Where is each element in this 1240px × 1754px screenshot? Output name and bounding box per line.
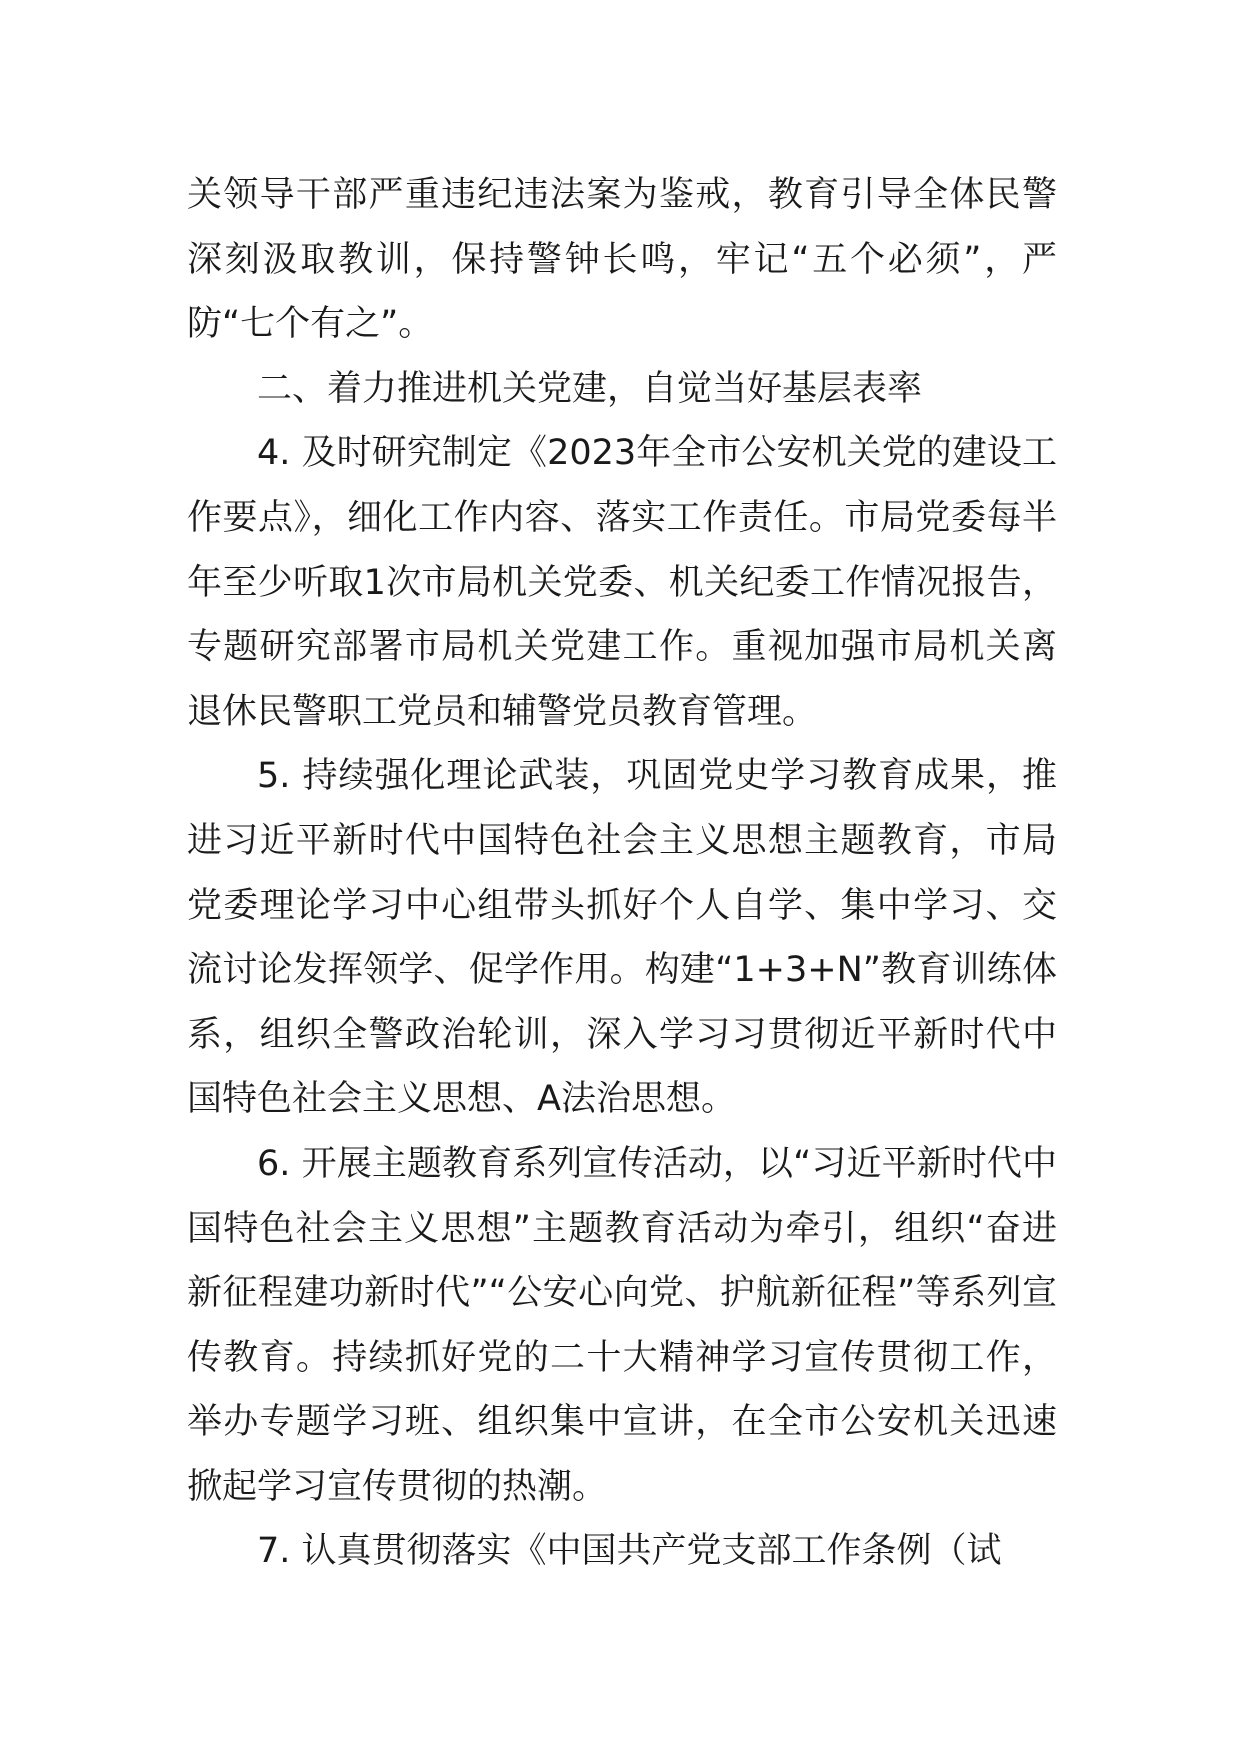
section-heading: 二、着力推进机关党建，自觉当好基层表率 — [257, 368, 923, 409]
paragraph-item-7: 7. 认真贯彻落实《中国共产党支部工作条例（试 — [257, 1531, 1002, 1572]
paragraph-continuation: 关领导干部严重违纪违法案为鉴戒，教育引导全体民警深刻汲取教训，保持警钟长鸣，牢记“五个必须”，严防“七个有之”。 — [187, 175, 1057, 345]
paragraph-item-4: 4. 及时研究制定《2023年全市公安机关党的建设工作要点》，细化工作内容、落实工作责任。市局党委每半年至少听取1次市局机关党委、机关纪委工作情况报告，专题研究部署市局机关党建工作。重视加强市局机关离退休民警职工党员和辅警党员教育管理。 — [187, 433, 1057, 732]
paragraph-item-6: 6. 开展主题教育系列宣传活动，以“习近平新时代中国特色社会主义思想”主题教育活动为牵引，组织“奋进新征程建功新时代”“公安心向党、护航新征程”等系列宣传教育。持续抓好党的二十大精神学习宣传贯彻工作，举办专题学习班、组织集中宣讲，在全市公安机关迅速掀起学习宣传贯彻的热潮。 — [187, 1143, 1057, 1507]
document-body — [187, 163, 1057, 1584]
paragraph-item-5: 5. 持续强化理论武装，巩固党史学习教育成果，推进习近平新时代中国特色社会主义思想主题教育，市局党委理论学习中心组带头抓好个人自学、集中学习、交流讨论发挥领学、促学作用。构建“1+3+N”教育训练体系，组织全警政治轮训，深入学习习贯彻近平新时代中国特色社会主义思想、A法治思想。 — [187, 756, 1057, 1120]
